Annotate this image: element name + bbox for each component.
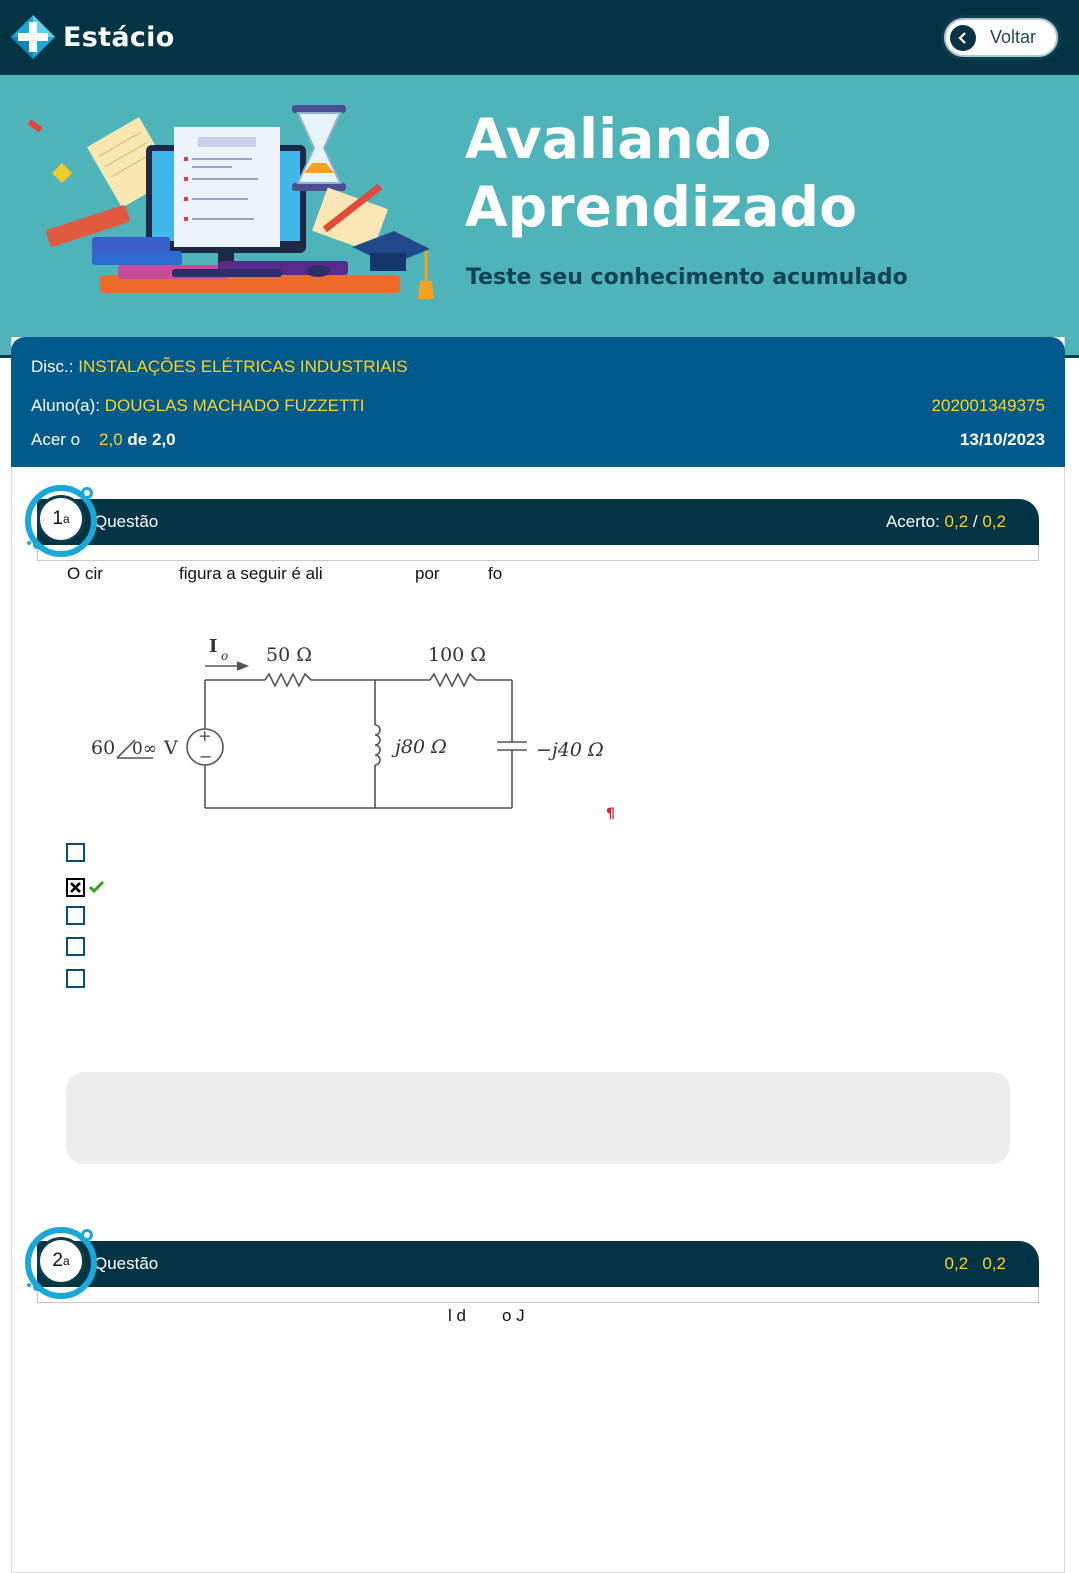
source-unit: V — [164, 737, 178, 759]
question-1-ordinal: a — [62, 512, 70, 526]
logo-text: Estácio — [63, 21, 175, 53]
student-label: Aluno(a): — [31, 396, 100, 415]
question-1-underline — [37, 545, 1039, 561]
capacitor-label: −j40 Ω — [536, 739, 604, 761]
question-1-badge — [23, 483, 103, 563]
question-1-score-label: Acerto: — [885, 512, 940, 531]
exam-date: 13/10/2023 — [959, 430, 1045, 449]
question-1-score-total: 0,2 — [982, 512, 1006, 531]
student-row — [31, 396, 1045, 416]
estacio-logo-icon — [10, 14, 56, 60]
page-title-line2: Aprendizado — [465, 175, 858, 239]
question-1-header — [37, 499, 1039, 561]
question-1-feedback-box — [66, 1072, 1010, 1164]
question-2-ordinal: a — [62, 1254, 70, 1268]
score-row — [31, 430, 1045, 450]
chevron-left-icon — [950, 25, 976, 51]
question-1-number-text: 1 — [52, 508, 63, 529]
source-angle: 0∞ — [132, 739, 157, 759]
question-2-badge — [23, 1225, 103, 1305]
hero-banner — [0, 75, 1079, 358]
current-label: I — [209, 636, 218, 657]
student-name: DOUGLAS MACHADO FUZZETTI — [104, 396, 365, 415]
page-title — [465, 105, 857, 241]
back-button-label: Voltar — [990, 27, 1037, 47]
question-1-text-part3: por — [415, 564, 440, 583]
question-2-bar — [37, 1241, 1039, 1287]
current-subscript: o — [221, 649, 229, 663]
correct-checkmark-icon — [88, 880, 105, 894]
score-value: 2,0 — [99, 430, 123, 449]
discipline-value: INSTALAÇÕES ELÉTRICAS INDUSTRIAIS — [78, 357, 408, 376]
discipline-label: Disc.: — [31, 357, 74, 376]
discipline-row — [31, 357, 1045, 377]
question-2-header — [37, 1241, 1039, 1303]
score-label: Acer o — [31, 430, 81, 449]
question-1-label: Questão — [94, 512, 159, 531]
pilcrow-mark: ¶ — [606, 806, 615, 822]
question-1-text-part4: fo — [488, 564, 503, 583]
question-1-option-c-checkbox[interactable] — [66, 906, 85, 925]
inductor-label: j80 Ω — [395, 736, 447, 758]
question-2-number — [37, 1237, 85, 1285]
score-total: de 2,0 — [127, 430, 176, 449]
question-1-option-d-checkbox[interactable] — [66, 937, 85, 956]
source-value: 60 — [91, 737, 116, 759]
hero-illustration — [22, 105, 442, 335]
question-2-text-part2: o J — [502, 1306, 525, 1325]
question-1-score — [886, 512, 1006, 532]
question-1-text-part1: O cir — [67, 564, 103, 583]
question-1-score-value: 0,2 — [944, 512, 969, 531]
student-id: 202001349375 — [931, 396, 1045, 415]
circuit-diagram — [85, 628, 625, 828]
question-1-option-a-checkbox[interactable] — [66, 843, 85, 862]
question-1-score-sep: / — [968, 512, 983, 531]
estacio-logo — [10, 14, 175, 60]
student-info-card — [11, 337, 1065, 467]
question-2-number-text: 2 — [52, 1250, 63, 1271]
question-1-number — [37, 495, 85, 543]
back-button[interactable] — [941, 15, 1061, 60]
question-2-underline — [37, 1287, 1039, 1303]
question-2-label: Questão — [94, 1254, 159, 1273]
top-navbar — [0, 0, 1079, 75]
page-title-line1: Avaliando — [465, 107, 772, 171]
checked-x-icon — [68, 880, 83, 895]
question-2-score-total: 0,2 — [982, 1254, 1006, 1273]
question-2-score-value: 0,2 — [944, 1254, 969, 1273]
question-1-option-e-checkbox[interactable] — [66, 969, 85, 988]
page-subtitle: Teste seu conhecimento acumulado — [466, 265, 908, 290]
source-minus: − — [199, 747, 213, 766]
question-2-score — [945, 1254, 1006, 1274]
resistor-1-label: 50 Ω — [266, 644, 312, 666]
question-1-text-part2: figura a seguir é ali — [179, 564, 323, 583]
question-1-option-b-checkbox[interactable] — [66, 878, 85, 897]
resistor-2-label: 100 Ω — [428, 644, 487, 666]
question-2-text-part1: l d — [448, 1306, 466, 1325]
source-plus: + — [198, 726, 212, 745]
